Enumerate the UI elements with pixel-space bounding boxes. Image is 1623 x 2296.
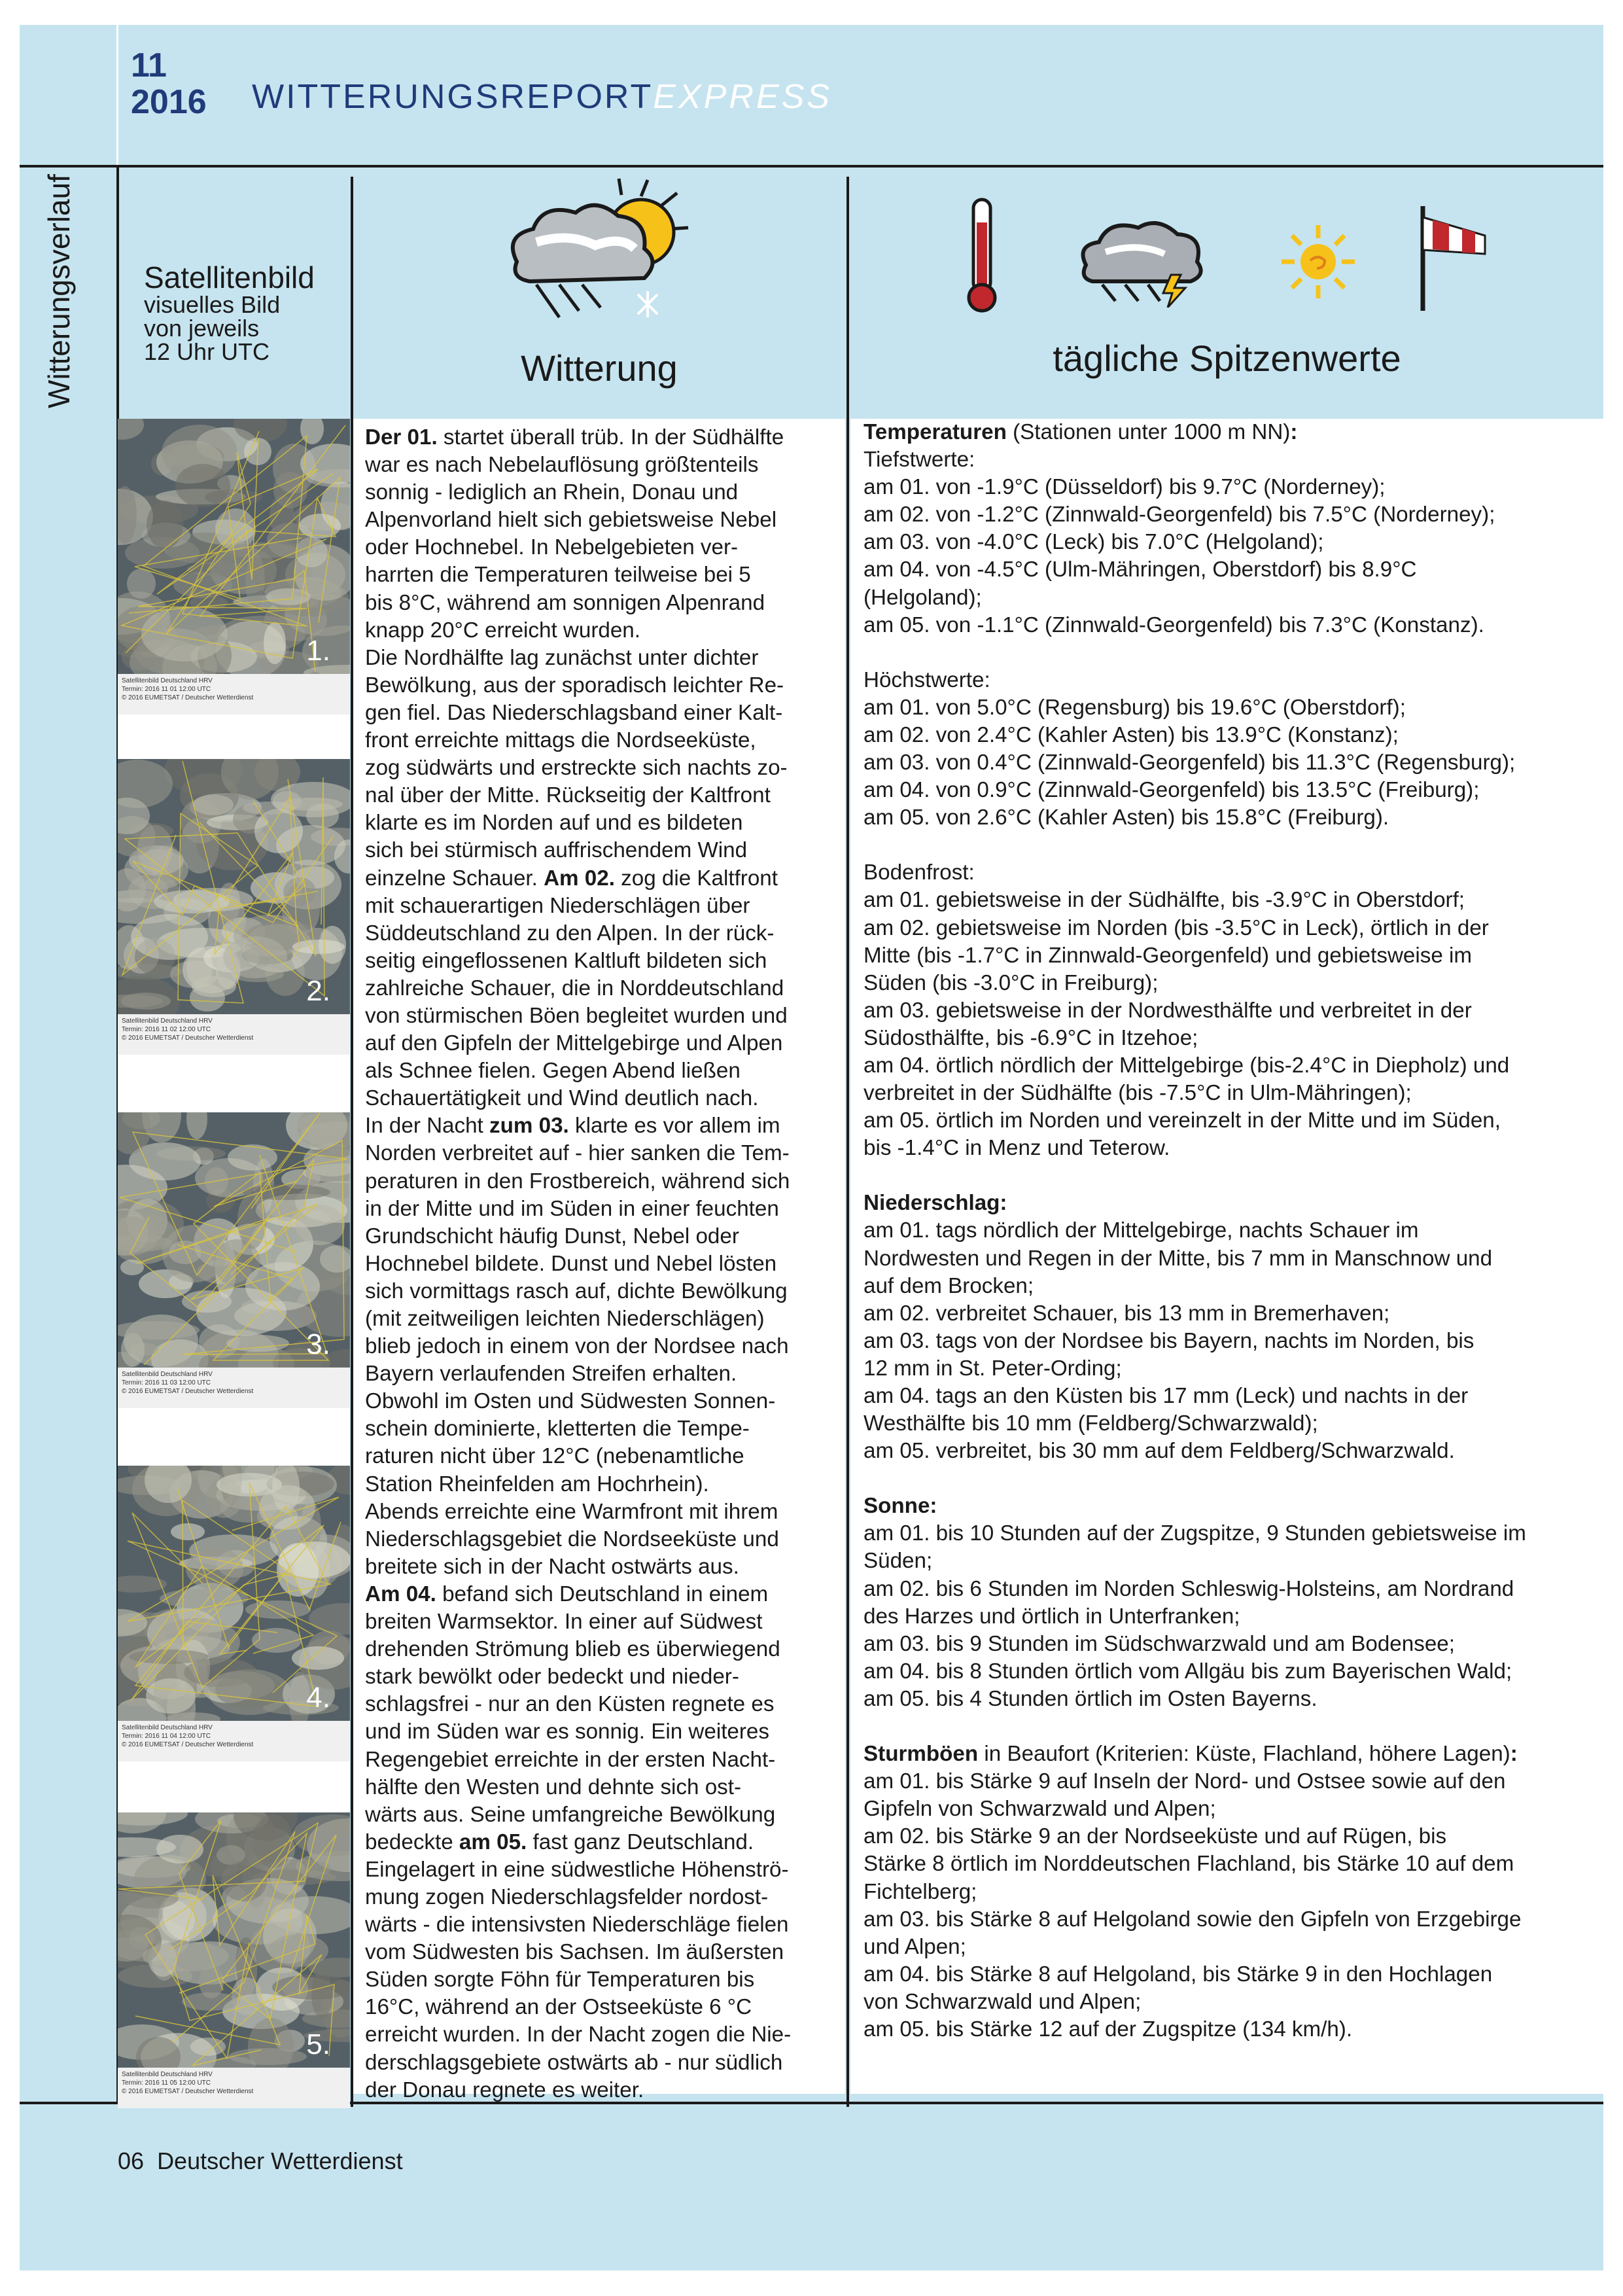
text-line [864,612,1592,639]
bold-text: Temperaturen [864,420,1007,444]
caption-line: Termin: 2016 11 03 12:00 UTC [122,1379,211,1386]
bold-text: zum 03. [489,1114,569,1139]
text-line [365,1168,836,1195]
text-run: harrten die Temperaturen teilweise bei 5 [365,563,751,588]
caption-line: © 2016 EUMETSAT / Deutscher Wetterdienst [122,2088,254,2095]
text-run: des Harzes und örtlich in Unterfranken; [864,1604,1240,1629]
text-run: front erreichte mittags die Nordseeküste, [365,728,756,753]
text-run: am 01. von -1.9°C (Düsseldorf) bis 9.7°C (Norderney); [864,475,1386,500]
text-line [365,1278,836,1305]
text-run: peraturen in den Frostbereich, während sich [365,1169,790,1193]
text-run: Die Nordhälfte lag zunächst unter dichter [365,645,759,670]
col-spitzen-title: tägliche Spitzenwerte [1053,338,1401,379]
text-line [365,1801,836,1829]
text-line [365,920,836,947]
footer-publisher: Deutscher Wetterdienst [157,2147,403,2174]
text-line [365,1636,836,1663]
text-line [864,749,1592,777]
text-line [365,1884,836,1911]
text-line [864,1492,1592,1520]
bold-text: Der 01. [365,425,438,450]
text-run: (Stationen unter 1000 m NN) [1006,420,1291,444]
text-line [864,859,1592,887]
text-line [365,424,836,451]
caption-line: © 2016 EUMETSAT / Deutscher Wetterdienst [122,1034,254,1042]
text-line [365,1305,836,1333]
satellite-heading-title: Satellitenbild [144,260,315,294]
footer [118,2147,403,2175]
text-line [365,1360,836,1388]
caption-line: © 2016 EUMETSAT / Deutscher Wetterdienst [122,694,254,701]
text-run: wärts aus. Seine umfangreiche Bewölkung [365,1802,776,1827]
bold-text: Sonne: [864,1494,937,1519]
text-line [864,722,1592,749]
satellite-heading-line3: 12 Uhr UTC [144,338,270,365]
text-line [864,1658,1592,1686]
text-line [365,947,836,975]
text-run: schlagsfrei - nur an den Küsten regnete es [365,1692,775,1717]
text-run: am 03. von -4.0°C (Leck) bis 7.0°C (Helgoland); [864,530,1324,555]
satellite-number: 1. [306,635,330,667]
text-run: wärts - die intensivsten Niederschläge fielen [365,1913,789,1937]
text-line [365,809,836,837]
text-line [365,1223,836,1250]
text-line [864,1547,1592,1575]
text-line [365,1581,836,1608]
text-line [365,1526,836,1553]
text-run: am 04. örtlich nördlich der Mittelgebirge (bis-2.4°C in Diepholz) und [864,1053,1510,1078]
text-run: Nordwesten und Regen in der Mitte, bis 7 mm in Manschnow und [864,1246,1493,1271]
text-run: knapp 20°C erreicht wurden. [365,618,640,643]
bold-text: Am 02. [544,866,615,891]
text-run: befand sich Deutschland in einem [436,1581,769,1606]
caption-line: Satellitenbild Deutschland HRV [122,2071,213,2078]
text-line [864,419,1592,446]
text-run: (mit zeitweiligen leichten Niederschlägen) [365,1307,765,1331]
witterung-text [353,419,845,2102]
text-run: und im Süden war es sonnig. Ein weiteres [365,1720,769,1744]
text-line [864,1823,1592,1850]
text-run: stark bewölkt oder bedeckt und nieder- [365,1665,739,1689]
report-title-main: WITTERUNGSREPORT [252,78,654,116]
text-line [864,1135,1592,1162]
text-run: in Beaufort (Kriterien: Küste, Flachland, höhere Lagen) [978,1742,1510,1767]
text-run: am 01. bis 10 Stunden auf der Zugspitze, 9 Stunden gebietsweise im [864,1521,1526,1546]
text-run: Stärke 8 örtlich im Norddeutschen Flachland, bis Stärke 10 auf dem [864,1852,1514,1877]
text-line [365,617,836,645]
header-divider [116,25,118,165]
satellite-image [118,759,350,1055]
text-run: am 03. von 0.4°C (Zinnwald-Georgenfeld) bis 11.3°C (Regensburg); [864,751,1516,775]
text-line [864,1190,1592,1217]
text-line [864,694,1592,722]
text-line [365,451,836,479]
text-run: Obwohl im Osten und Südwesten Sonnen- [365,1389,776,1414]
text-line [365,754,836,782]
text-run: klarte es vor allem im [568,1114,780,1139]
text-run: am 05. örtlich im Norden und vereinzelt in der Mitte und im Süden, [864,1108,1501,1133]
text-run: erreicht wurden. In der Nacht zogen die Nie- [365,2022,792,2047]
text-line [864,1961,1592,1988]
text-line [365,1195,836,1223]
satellite-caption [118,2068,350,2108]
caption-line: Satellitenbild Deutschland HRV [122,677,213,684]
text-run: vom Südwesten bis Sachsen. Im äußersten [365,1940,784,1965]
text-run: Bewölkung, aus der sporadisch leichter Re- [365,673,784,698]
text-line [365,727,836,754]
text-run: am 01. von 5.0°C (Regensburg) bis 19.6°C (Oberstdorf); [864,695,1406,720]
text-run: Norden verbreitet auf - hier sanken die Tem- [365,1141,790,1166]
text-line [864,1934,1592,1961]
issue-year: 2016 [131,83,207,121]
text-line [864,1245,1592,1273]
text-line [365,865,836,892]
text-run: von stürmischen Böen begleitet wurden und [365,1003,788,1028]
text-line [864,1576,1592,1603]
text-run: Eingelagert in eine südwestliche Höhenströ- [365,1857,789,1882]
text-run: am 03. gebietsweise in der Nordwesthälfte und verbreitet in der [864,998,1472,1023]
text-run: und Alpen; [864,1934,966,1959]
col-divider-text [846,177,849,2107]
text-line [864,1438,1592,1465]
satellite-caption [118,1014,350,1055]
text-line [864,1768,1592,1795]
text-run: bis -1.4°C in Menz und Teterow. [864,1136,1170,1161]
thunder-cloud-icon [1073,209,1210,308]
text-run: Mitte (bis -1.7°C in Zinnwald-Georgenfeld) und gebietsweise im [864,943,1473,968]
text-run: nal über der Mitte. Rückseitig der Kaltfront [365,783,771,808]
satellite-column [118,419,350,2094]
text-line [365,1718,836,1746]
text-line [365,1856,836,1884]
text-line [864,1520,1592,1547]
text-line [864,1740,1592,1768]
text-line [864,1410,1592,1438]
text-run: als Schnee fielen. Gegen Abend ließen [365,1059,741,1084]
text-run: Niederschlagsgebiet die Nordseeküste und [365,1527,779,1551]
text-line [864,1906,1592,1934]
text-line [864,1383,1592,1410]
text-line [365,1829,836,1856]
text-line [365,2049,836,2077]
text-run: fast ganz Deutschland. [527,1829,754,1854]
text-line [864,942,1592,970]
text-line [365,1112,836,1140]
text-line [864,1052,1592,1080]
text-line [365,782,836,809]
windsock-icon [1413,203,1498,314]
text-line [864,1850,1592,1878]
text-run: am 02. bis Stärke 9 an der Nordseeküste und auf Rügen, bis [864,1824,1447,1849]
text-run: Höchstwerte: [864,667,990,692]
text-run: bis 8°C, während am sonnigen Alpenrand [365,590,765,615]
text-line [365,1966,836,1994]
text-run: zog südwärts und erstreckte sich nachts zo- [365,756,788,781]
caption-line: Satellitenbild Deutschland HRV [122,1017,213,1025]
text-line [864,915,1592,942]
col-witterung-title: Witterung [521,347,678,389]
text-run: am 04. tags an den Küsten bis 17 mm (Leck) und nachts in der [864,1384,1469,1408]
text-line [864,970,1592,997]
text-run: Fichtelberg; [864,1879,977,1904]
text-line [864,529,1592,556]
text-line [365,1388,836,1415]
text-run: raturen nicht über 12°C (nebenamtliche [365,1444,744,1469]
text-line [365,1085,836,1112]
text-run: Regengebiet erreichte in der ersten Nacht- [365,1747,776,1772]
satellite-number: 2. [306,975,330,1007]
text-line [365,1250,836,1278]
satellite-heading-line2: von jeweils [144,315,260,342]
text-line [365,1939,836,1966]
sidebar-label: Witterungsverlauf [42,174,76,408]
text-line [864,1107,1592,1135]
text-run: Alpenvorland hielt sich gebietsweise Nebel [365,508,777,533]
text-run: mit schauerartigen Niederschlägen über [365,893,750,918]
satellite-image [118,1812,350,2108]
text-line [864,1988,1592,2016]
text-line [864,501,1592,529]
text-run: auf den Gipfeln der Mittelgebirge und Alpen [365,1031,783,1056]
text-run: von Schwarzwald und Alpen; [864,1989,1142,2014]
text-run: am 04. von -4.5°C (Ulm-Mähringen, Oberstdorf) bis 8.9°C [864,557,1417,582]
text-line [365,645,836,672]
text-run: am 03. bis 9 Stunden im Südschwarzwald und am Bodensee; [864,1631,1455,1656]
text-line [864,887,1592,914]
text-run: bedeckte [365,1829,459,1854]
bold-text: am 05. [459,1829,527,1854]
text-line [864,556,1592,584]
text-run: 16°C, während an der Ostseeküste 6 °C [365,1995,752,2020]
text-run: am 03. bis Stärke 8 auf Helgoland sowie den Gipfeln von Erzgebirge [864,1907,1522,1932]
text-run: sich vormittags rasch auf, dichte Bewölkung [365,1279,788,1303]
satellite-number: 4. [306,1682,330,1714]
text-line [365,1140,836,1167]
text-run: am 02. verbreitet Schauer, bis 13 mm in Bremerhaven; [864,1301,1390,1326]
text-run: verbreitet in der Südhälfte (bis -7.5°C in Ulm-Mähringen); [864,1081,1412,1106]
text-run: am 03. tags von der Nordsee bis Bayern, nachts im Norden, bis [864,1328,1475,1353]
text-line [365,590,836,617]
text-run: in der Mitte und im Süden in einer feuchten [365,1196,779,1221]
text-run: Schauertätigkeit und Wind deutlich nach. [365,1086,759,1111]
text-run: zahlreiche Schauer, die in Norddeutschland [365,976,784,1000]
text-line [864,474,1592,501]
text-run: Hochnebel bildete. Dunst und Nebel lösten [365,1251,777,1276]
text-line [365,1498,836,1526]
satellite-number: 3. [306,1328,330,1360]
text-line [365,1333,836,1360]
text-run: breitete sich in der Nacht ostwärts aus. [365,1554,739,1579]
text-line [365,534,836,561]
text-line [365,1608,836,1636]
text-line [365,479,836,506]
bold-text: : [1290,420,1298,444]
text-run: am 05. von -1.1°C (Zinnwald-Georgenfeld) bis 7.3°C (Konstanz). [864,612,1484,637]
text-run: Südosthälfte, bis -6.9°C in Itzehoe; [864,1025,1198,1050]
satellite-caption [118,1721,350,1761]
text-run: zog die Kaltfront [614,866,778,891]
caption-line: Termin: 2016 11 05 12:00 UTC [122,2079,211,2087]
text-line [864,777,1592,804]
satellite-number: 5. [306,2028,330,2060]
text-line [365,2077,836,2104]
text-run: Station Rheinfelden am Hochrhein). [365,1472,709,1496]
caption-line: Satellitenbild Deutschland HRV [122,1371,213,1378]
text-line [864,1300,1592,1328]
text-line [864,1795,1592,1823]
text-line [864,667,1592,694]
text-line [365,1691,836,1718]
sun-icon [1279,222,1357,301]
text-run: hälfte den Westen und dehnte sich ost- [365,1775,742,1799]
caption-line: © 2016 EUMETSAT / Deutscher Wetterdienst [122,1741,254,1748]
text-line [864,1217,1592,1245]
text-line [864,1328,1592,1355]
issue-month: 11 [131,46,167,84]
text-line [365,1774,836,1801]
text-run: Bayern verlaufenden Streifen erhalten. [365,1362,737,1386]
text-run: Süden (bis -3.0°C in Freiburg); [864,970,1159,995]
text-run: war es nach Nebelauflösung größtenteils [365,453,759,478]
text-run: am 05. bis 4 Stunden örtlich im Osten Bayerns. [864,1686,1318,1711]
satellite-heading-line1: visuelles Bild [144,291,281,318]
text-line [864,1080,1592,1107]
text-run: Süden sorgte Föhn für Temperaturen bis [365,1968,755,1992]
caption-line: Termin: 2016 11 02 12:00 UTC [122,1026,211,1033]
text-run: In der Nacht [365,1114,490,1139]
report-title-express: EXPRESS [653,78,832,116]
footer-page: 06 [118,2147,145,2174]
text-line [365,1553,836,1581]
text-run: der Donau regnete es weiter. [365,2077,644,2102]
text-line [365,1057,836,1085]
text-line [365,2021,836,2049]
text-line [365,1911,836,1939]
text-line [864,1603,1592,1631]
text-run: Gipfeln von Schwarzwald und Alpen; [864,1797,1216,1822]
text-line [864,1273,1592,1300]
report-title [252,77,832,116]
satellite-heading [144,262,315,364]
text-run: sonnig - lediglich an Rhein, Donau und [365,480,739,505]
text-line [365,1443,836,1470]
text-run: am 05. verbreitet, bis 30 mm auf dem Feldberg/Schwarzwald. [864,1439,1455,1464]
text-run: (Helgoland); [864,585,982,610]
caption-line: Termin: 2016 11 01 12:00 UTC [122,686,211,693]
text-line [864,804,1592,832]
bold-text: Niederschlag: [864,1191,1007,1216]
text-line [864,1355,1592,1383]
text-run: 12 mm in St. Peter-Ording; [864,1356,1122,1381]
text-line [864,584,1592,612]
caption-line: © 2016 EUMETSAT / Deutscher Wetterdienst [122,1388,254,1395]
text-run: startet überall trüb. In der Südhälfte [437,425,784,450]
text-run: seitig eingeflossenen Kaltluft bildeten sich [365,948,767,973]
text-run: Süddeutschland zu den Alpen. In der rück- [365,921,775,945]
text-line [365,1471,836,1498]
text-line [365,1746,836,1774]
text-run: Tiefstwerte: [864,448,975,472]
caption-line: Termin: 2016 11 04 12:00 UTC [122,1733,211,1740]
text-run: am 02. gebietsweise im Norden (bis -3.5°C in Leck), örtlich in der [864,915,1489,940]
caption-line: Satellitenbild Deutschland HRV [122,1724,213,1731]
satellite-image [118,1466,350,1761]
text-line [864,1631,1592,1658]
spitzenwerte-text [850,419,1603,2094]
text-line [864,1686,1592,1713]
text-run: am 01. tags nördlich der Mittelgebirge, nachts Schauer im [864,1218,1419,1243]
text-run: mung zogen Niederschlagsfelder nordost- [365,1884,769,1909]
cloud-sun-snow-icon [497,177,693,334]
text-run: am 02. von -1.2°C (Zinnwald-Georgenfeld) bis 7.5°C (Norderney); [864,503,1495,527]
text-line [365,672,836,699]
text-run: am 01. gebietsweise in der Südhälfte, bis -3.9°C in Oberstdorf; [864,888,1465,913]
text-run: Süden; [864,1549,933,1574]
text-line [365,1415,836,1443]
text-line [864,1025,1592,1052]
text-run: einzelne Schauer. [365,866,544,891]
bold-text: Sturmböen [864,1742,979,1767]
text-line [864,997,1592,1025]
bold-text: Am 04. [365,1581,436,1606]
header-rule [20,165,1603,168]
text-run: Westhälfte bis 10 mm (Feldberg/Schwarzwald); [864,1411,1318,1436]
text-line [365,975,836,1002]
bold-text: : [1510,1742,1518,1767]
text-run: Grundschicht häufig Dunst, Nebel oder [365,1224,739,1248]
text-line [365,699,836,727]
text-run: drehenden Strömung blieb es überwiegend [365,1637,780,1662]
text-line [365,506,836,534]
satellite-image [118,419,350,715]
text-run: gen fiel. Das Niederschlagsband einer Kalt- [365,700,783,725]
text-run: am 04. von 0.9°C (Zinnwald-Georgenfeld) bis 13.5°C (Freiburg); [864,778,1480,803]
text-run: schein dominierte, kletterten die Tempe- [365,1417,750,1441]
text-line [864,446,1592,474]
satellite-caption [118,674,350,715]
text-run: Abends erreichte eine Warmfront mit ihrem [365,1499,778,1524]
text-line [365,837,836,864]
text-run: oder Hochnebel. In Nebelgebieten ver- [365,535,739,560]
text-run: auf dem Brocken; [864,1273,1034,1298]
text-run: am 02. von 2.4°C (Kahler Asten) bis 13.9°C (Konstanz); [864,722,1399,747]
text-run: am 04. bis 8 Stunden örtlich vom Allgäu bis zum Bayerischen Wald; [864,1659,1512,1684]
text-run: am 02. bis 6 Stunden im Norden Schleswig-Holsteins, am Nordrand [864,1576,1514,1601]
text-line [864,2016,1592,2043]
text-line [365,892,836,920]
text-line [365,1663,836,1691]
satellite-image [118,1112,350,1408]
text-line [365,1030,836,1057]
text-run: am 04. bis Stärke 8 auf Helgoland, bis Stärke 9 in den Hochlagen [864,1962,1493,1987]
text-line [365,1994,836,2021]
satellite-caption [118,1368,350,1408]
text-run: am 05. von 2.6°C (Kahler Asten) bis 15.8°C (Freiburg). [864,805,1389,830]
text-run: blieb jedoch in einem von der Nordsee nach [365,1334,789,1359]
text-run: klarte es im Norden auf und es bildeten [365,811,743,836]
text-run: sich bei stürmisch auffrischendem Wind [365,838,748,863]
text-run: Bodenfrost: [864,860,975,885]
text-run: breiten Warmsektor. In einer auf Südwest [365,1610,763,1634]
thermometer-icon [955,196,1007,314]
text-line [864,1879,1592,1906]
text-line [365,1002,836,1030]
text-run: am 05. bis Stärke 12 auf der Zugspitze (134 km/h). [864,2017,1353,2041]
text-run: am 01. bis Stärke 9 auf Inseln der Nord- und Ostsee sowie auf den [864,1769,1506,1794]
text-run: derschlagsgebiete ostwärts ab - nur südlich [365,2050,783,2075]
text-line [365,561,836,589]
